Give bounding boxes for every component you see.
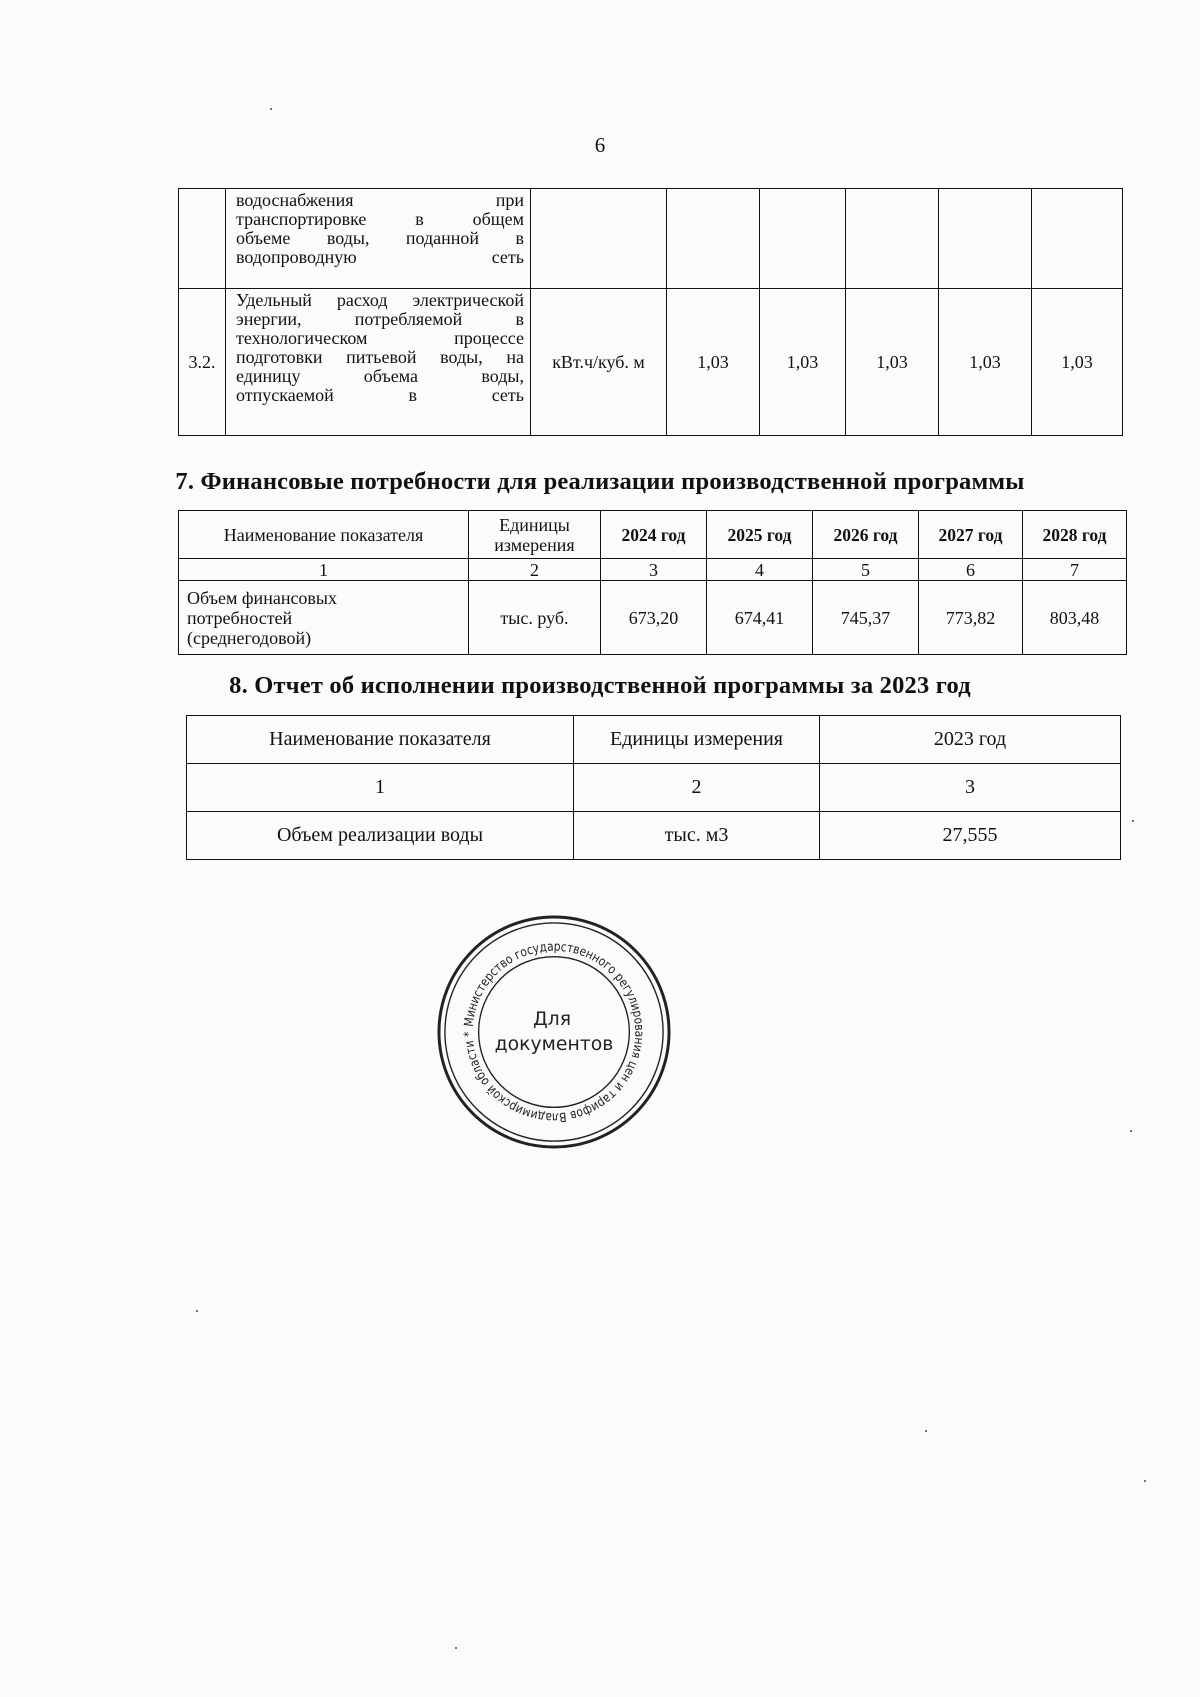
index-cell: 2 (469, 559, 601, 581)
table-header-row (179, 511, 1127, 559)
column-header: Наименование показателя (187, 716, 574, 764)
column-header: 2028 год (1023, 511, 1127, 559)
index-cell: 3 (820, 764, 1121, 812)
row-number-cell: 3.2. (179, 289, 226, 436)
value-cell: 745,37 (813, 581, 919, 655)
indicators-table-continued (178, 188, 1123, 436)
index-cell: 1 (187, 764, 574, 812)
table-index-row (179, 559, 1127, 581)
unit-cell: кВт.ч/куб. м (531, 289, 667, 436)
index-cell: 5 (813, 559, 919, 581)
table-index-row (187, 764, 1121, 812)
speck (196, 1310, 198, 1312)
stamp-ring-text: Министерство государственного регулирования цен и тарифов Владимирской области * (460, 938, 648, 1126)
index-cell: 7 (1023, 559, 1127, 581)
speck (925, 1430, 927, 1432)
column-header: Наименование показателя (179, 511, 469, 559)
speck (270, 108, 272, 110)
column-header: 2027 год (919, 511, 1023, 559)
indicator-name-cell: Объем реализации воды (187, 812, 574, 860)
table-row (187, 812, 1121, 860)
stamp-center-line-2: документов (494, 1033, 614, 1055)
table-row (179, 189, 1123, 289)
index-cell: 2 (574, 764, 820, 812)
value-cell: 803,48 (1023, 581, 1127, 655)
section-7-heading: 7. Финансовые потребности для реализации производственной программы (175, 468, 1025, 495)
indicator-description-cell: Удельный расход электрической энергии, потребляемой в технологическом процессе подготовки питьевой воды, на единицу объема воды, отпускаемой в сеть (226, 289, 531, 436)
unit-cell: тыс. м3 (574, 812, 820, 860)
value-cell: 1,03 (1032, 289, 1123, 436)
table-row (179, 581, 1127, 655)
value-cell: 1,03 (846, 289, 939, 436)
indicator-description-cell: водоснабжения при транспортировке в общем объеме воды, поданной в водопроводную сеть (226, 189, 531, 289)
speck (455, 1647, 457, 1649)
value-cell: 673,20 (601, 581, 707, 655)
value-cell: 1,03 (667, 289, 760, 436)
column-header: 2026 год (813, 511, 919, 559)
stamp-ring-2 (445, 923, 663, 1141)
speck (1130, 1130, 1132, 1132)
index-cell: 1 (179, 559, 469, 581)
row-number-cell (179, 189, 226, 289)
report-2023-table (186, 715, 1121, 860)
index-cell: 3 (601, 559, 707, 581)
value-cell: 1,03 (939, 289, 1032, 436)
unit-cell (531, 189, 667, 289)
ministry-stamp (435, 913, 673, 1151)
value-cell (667, 189, 760, 289)
value-cell: 674,41 (707, 581, 813, 655)
value-cell: 1,03 (760, 289, 846, 436)
stamp-center-line-1: Для (532, 1009, 572, 1031)
table-row (179, 289, 1123, 436)
value-cell (1032, 189, 1123, 289)
speck (1132, 820, 1134, 822)
value-cell (939, 189, 1032, 289)
stamp-inner-ring (479, 957, 630, 1108)
column-header: Единицы измерения (469, 511, 601, 559)
column-header: 2025 год (707, 511, 813, 559)
value-cell: 27,555 (820, 812, 1121, 860)
value-cell: 773,82 (919, 581, 1023, 655)
table-header-row (187, 716, 1121, 764)
column-header: 2023 год (820, 716, 1121, 764)
column-header: Единицы измерения (574, 716, 820, 764)
section-8-heading: 8. Отчет об исполнении производственной программы за 2023 год (229, 672, 971, 699)
indicator-name-cell: Объем финансовых потребностей (среднегодовой) (179, 581, 469, 655)
financial-needs-table (178, 510, 1127, 655)
index-cell: 4 (707, 559, 813, 581)
speck (1144, 1480, 1146, 1482)
value-cell (760, 189, 846, 289)
value-cell (846, 189, 939, 289)
index-cell: 6 (919, 559, 1023, 581)
page-number: 6 (594, 133, 606, 157)
column-header: 2024 год (601, 511, 707, 559)
unit-cell: тыс. руб. (469, 581, 601, 655)
